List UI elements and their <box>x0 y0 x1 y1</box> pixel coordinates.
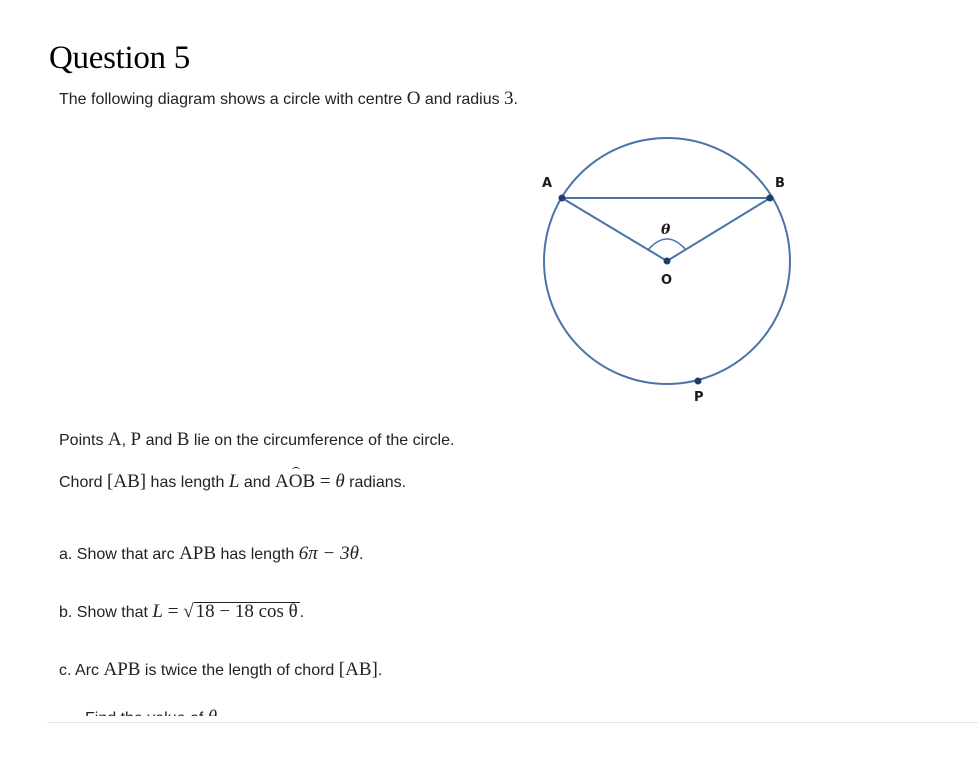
part-c-mid: is twice the length of chord <box>140 662 339 679</box>
intro-text <box>59 88 518 110</box>
circle-diagram <box>530 130 810 410</box>
point-o <box>664 258 671 265</box>
chord-theta: θ <box>335 471 345 492</box>
part-c <box>59 659 382 681</box>
part-c-arc: APB <box>103 659 141 680</box>
label-o: O <box>661 273 673 288</box>
angle-o-hat: O <box>288 471 303 492</box>
question-title: Question 5 <box>49 40 190 76</box>
part-b-text: Show that <box>72 604 153 621</box>
label-p: P <box>694 390 704 405</box>
part-b-marker: b. <box>59 604 73 621</box>
part-b-eq: = <box>162 601 184 622</box>
part-a-marker: a. <box>59 546 73 563</box>
point-b <box>767 195 774 202</box>
part-b-root: √ <box>183 601 194 622</box>
chord-ab-label: [AB] <box>107 471 147 492</box>
intro-centre: O <box>406 88 421 109</box>
intro-radius: 3 <box>504 88 514 109</box>
points-statement <box>59 429 454 451</box>
label-b: B <box>775 176 785 191</box>
angle-b: B <box>302 471 316 492</box>
intro-text-before: The following diagram shows a circle with centre <box>59 91 407 108</box>
points-sep: , <box>121 432 131 449</box>
radius-oa <box>562 198 667 261</box>
bottom-divider <box>47 722 978 723</box>
intro-text-mid: and radius <box>420 91 505 108</box>
chord-eq: = <box>315 471 336 492</box>
intro-text-end: . <box>513 91 518 108</box>
chord-suffix: radians. <box>344 474 407 491</box>
chord-and: and <box>239 474 275 491</box>
point-p <box>695 378 702 385</box>
content-cutoff-mask <box>0 716 978 778</box>
angle-arc <box>648 239 686 250</box>
points-b: B <box>176 429 190 450</box>
part-a-expr: 6π − 3θ <box>298 543 359 564</box>
angle-a: A <box>275 471 289 492</box>
points-prefix: Points <box>59 432 108 449</box>
part-c-text: Arc <box>71 662 104 679</box>
part-c-end: . <box>377 662 383 679</box>
part-a-end: . <box>358 546 364 563</box>
part-c-marker: c. <box>59 662 72 679</box>
part-c-ab: [AB] <box>338 659 378 680</box>
part-b-l: L <box>152 601 163 622</box>
part-b <box>59 601 304 623</box>
part-a-arc: APB <box>179 543 217 564</box>
radius-ob <box>667 198 770 261</box>
chord-l: L <box>228 471 240 492</box>
point-a <box>559 195 566 202</box>
label-theta: θ <box>661 222 671 238</box>
part-a-mid: has length <box>216 546 299 563</box>
points-and: and <box>141 432 177 449</box>
chord-statement <box>59 471 406 493</box>
label-a: A <box>542 176 553 191</box>
points-suffix: lie on the circumference of the circle. <box>189 432 455 449</box>
chord-prefix: Chord <box>59 474 108 491</box>
part-b-radicand: 18 − 18 cos θ <box>195 601 298 622</box>
part-a-text: Show that arc <box>72 546 180 563</box>
part-b-end: . <box>299 604 305 621</box>
points-p: P <box>130 429 142 450</box>
points-a: A <box>107 429 122 450</box>
part-a <box>59 543 363 565</box>
chord-mid: has length <box>146 474 229 491</box>
